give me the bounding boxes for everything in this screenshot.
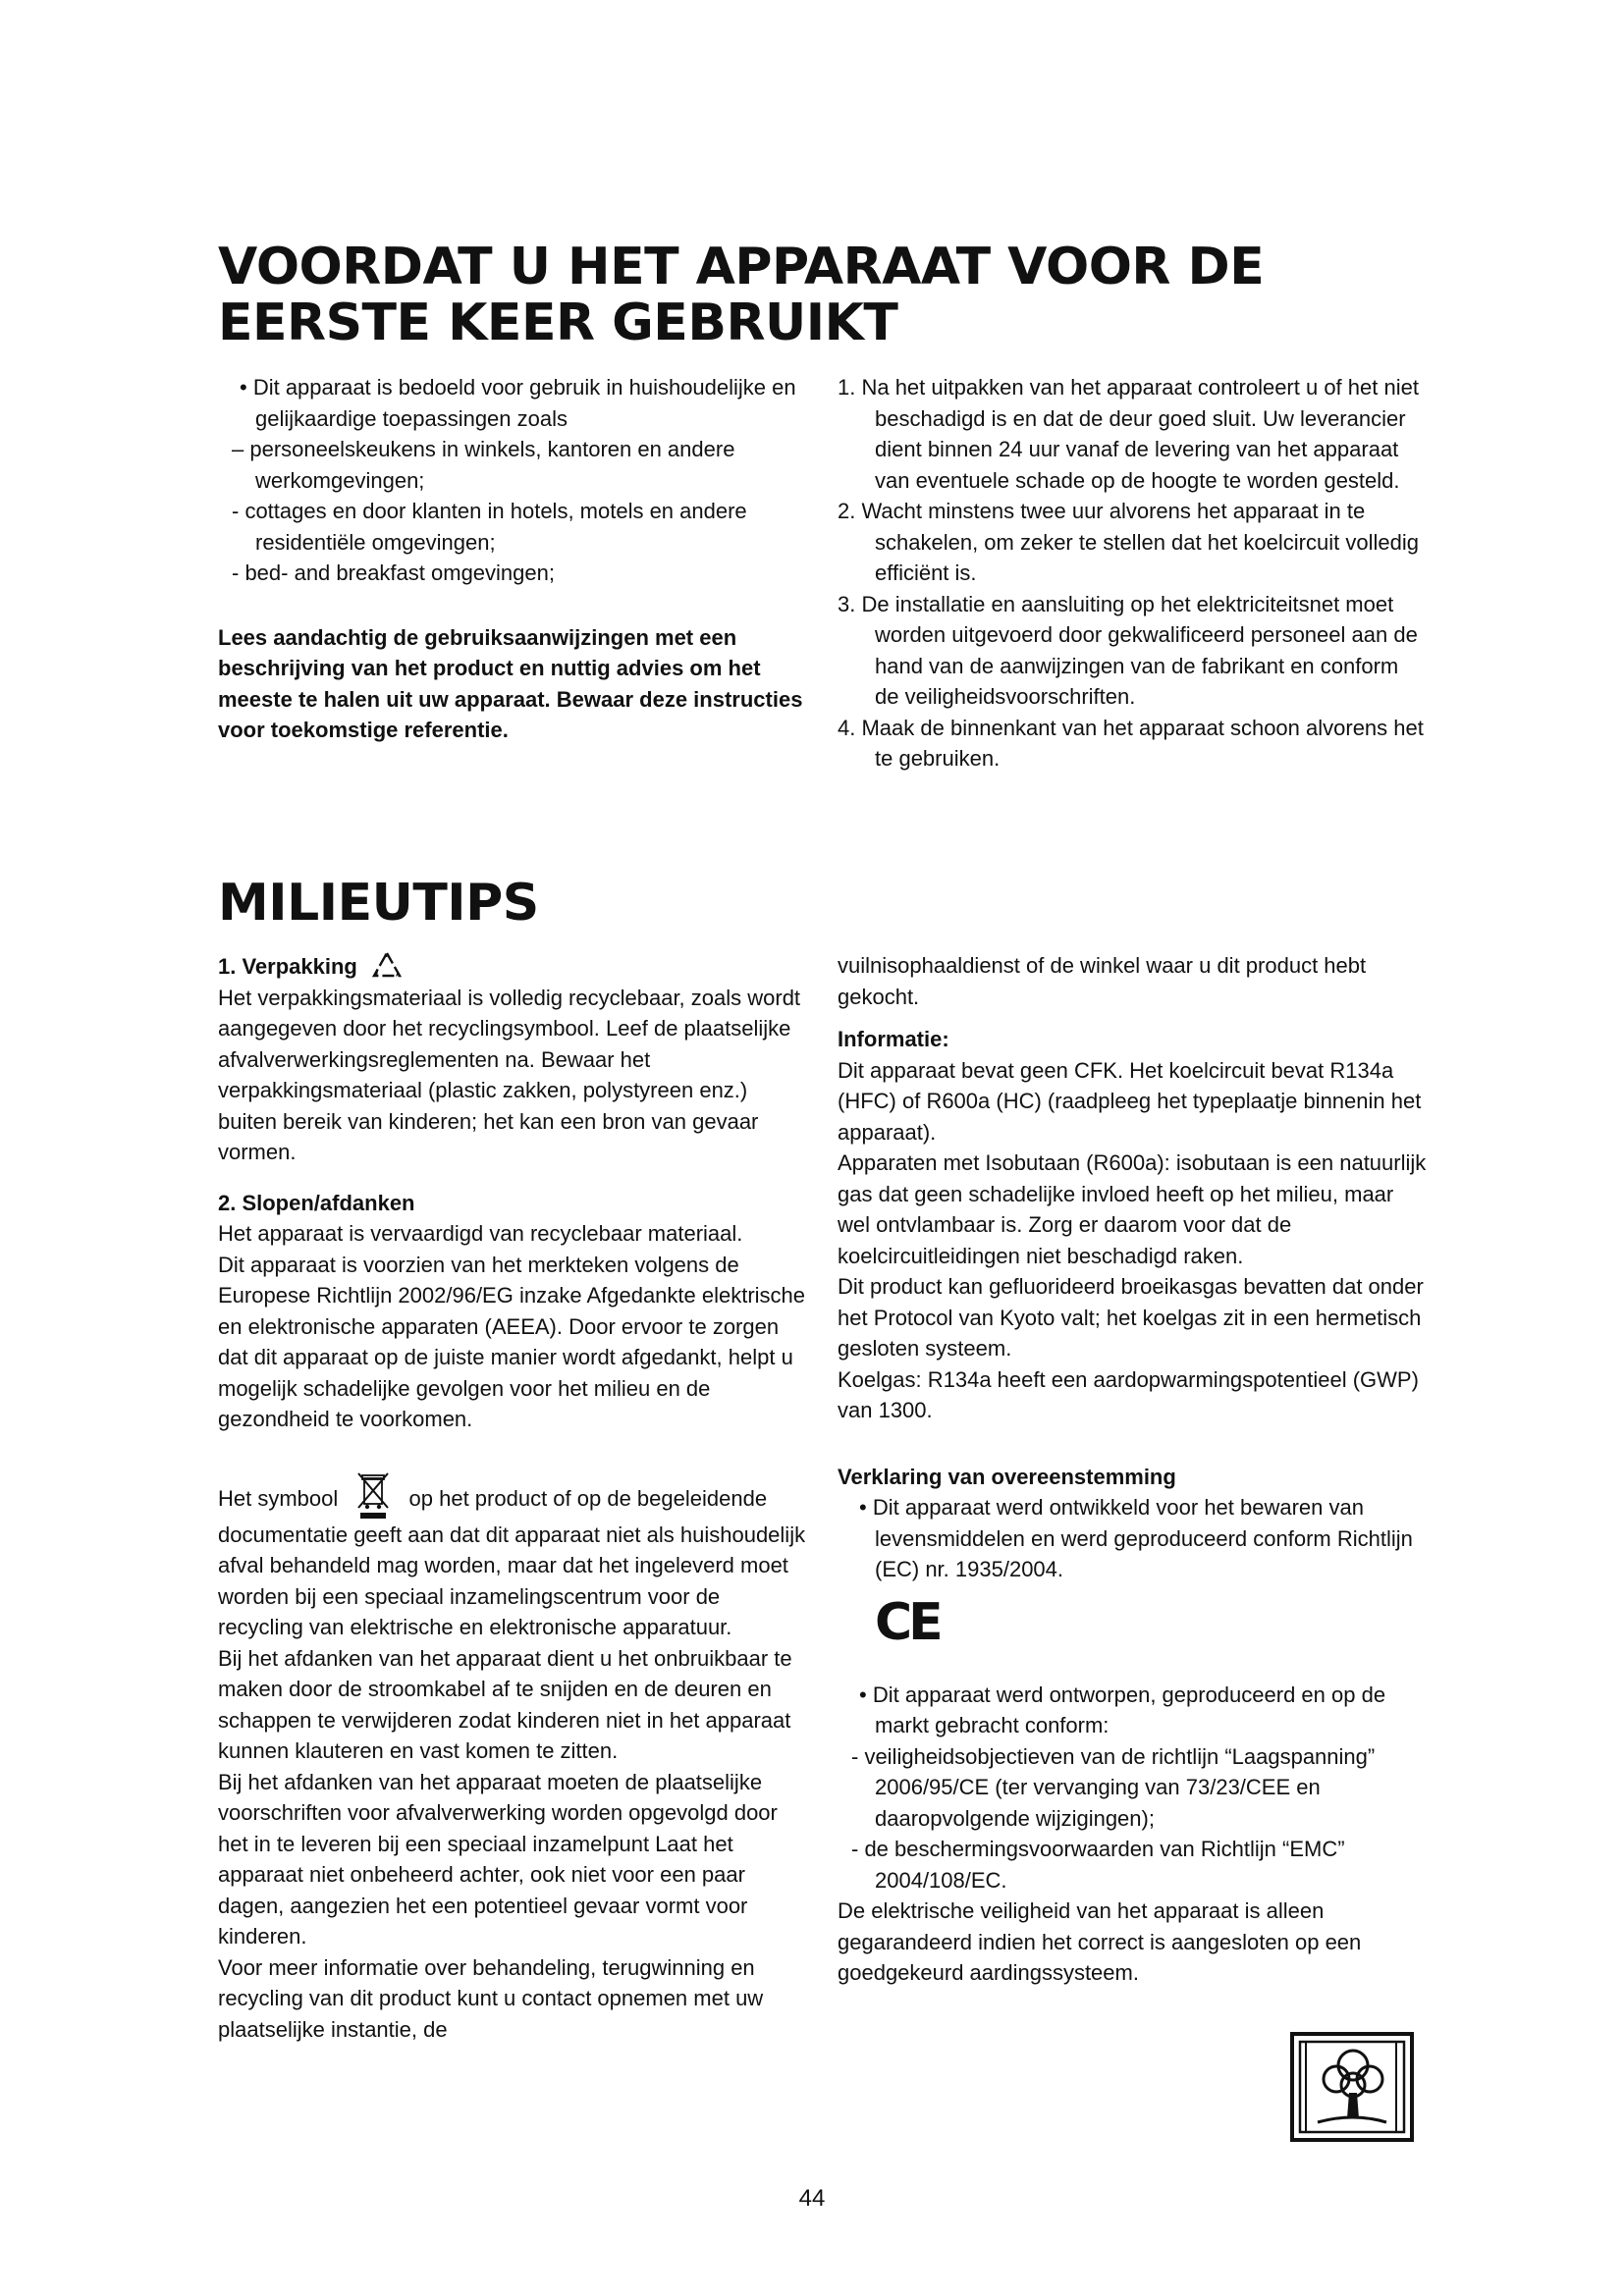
symbool-post: op het product of op de begeleidende documentatie geeft aan dat dit apparaat niet als huishoudelijk afval behandeld mag worden, maar dat het ingeleverd moet worden bij een speciaal inzamelingscentrum voor de recycling van elektrische en elektronische apparatuur.	[218, 1485, 806, 1639]
info-p1: Dit apparaat bevat geen CFK. Het koelcircuit bevat R134a (HFC) of R600a (HC) (raadpleeg het typeplaatje binnenin het apparaat).	[838, 1057, 1422, 1145]
intro-left-column	[218, 372, 807, 746]
intro-bold-notice: Lees aandachtig de gebruiksaanwijzingen met een beschrijving van het product en nuttig advies om het meeste te halen uit uw apparaat. Bewaar deze instructies voor toekomstige referentie.	[218, 624, 803, 742]
info-p2: Apparaten met Isobutaan (R600a): isobutaan is een natuurlijk gas dat geen schadelijke invloed heeft op het milieu, maar wel ontvlambaar is. Zorg er daarom voor dat de koelcircuitleidingen niet beschadigd raken.	[838, 1150, 1427, 1268]
afdanken-p2: Bij het afdanken van het apparaat moeten de plaatselijke voorschriften voor afvalverwerking worden opgevolgd door het in te leveren bij een speciaal inzamelpunt Laat het apparaat niet onbeheerd achter, ook niet voor een paar dagen, aangezien het een potentieel gevaar vormt voor kinderen.	[218, 1769, 778, 1949]
afdanken-p3: Voor meer informatie over behandeling, terugwinning en recycling van dit product kunt u contact opnemen met uw plaatselijke instantie, de	[218, 1954, 764, 2042]
info-p4: Koelgas: R134a heeft een aardopwarmingspotentieel (GWP) van 1300.	[838, 1366, 1419, 1422]
verklaring-p3: De elektrische veiligheid van het apparaat is alleen gegarandeerd indien het correct is aangesloten op een goedgekeurd aardingssysteem.	[838, 1898, 1362, 1985]
verklaring-p2: • Dit apparaat werd ontworpen, geproduceerd en op de markt gebracht conform:	[859, 1682, 1386, 1737]
symbool-pre: Het symbool	[218, 1485, 339, 1511]
right-continuation: vuilnisophaaldienst of de winkel waar u dit product hebt gekocht.	[838, 953, 1367, 1009]
intro-dash-1: – personeelskeukens in winkels, kantoren en andere werkomgevingen;	[232, 437, 735, 493]
symbool-paragraph	[218, 1470, 807, 1643]
step-3: 3. De installatie en aansluiting op het elektriciteitsnet moet worden uitgevoerd door gekwalificeerd personeel aan de hand van de aanwijzingen van de fabrikant en conform de veiligheidsvoorschriften.	[838, 591, 1418, 709]
intro-steps-list	[838, 372, 1427, 774]
step-4: 4. Maak de binnenkant van het apparaat schoon alvorens het te gebruiken.	[838, 715, 1424, 771]
verklaring-l2: - de beschermingsvoorwaarden van Richtlijn “EMC” 2004/108/EC.	[851, 1837, 1345, 1893]
ce-mark-icon	[838, 1591, 1427, 1660]
verklaring-l1: - veiligheidsobjectieven van de richtlijn “Laagspanning” 2006/95/CE (ter vervanging van 73/23/CEE en daaropvolgende wijzigingen);	[851, 1743, 1376, 1831]
page-number: 44	[798, 2185, 826, 2212]
milieu-left-column	[218, 950, 807, 2045]
verpakking-title: 1. Verpakking	[218, 954, 357, 979]
ce-mark-text: CE	[875, 1592, 940, 1652]
step-1: 1. Na het uitpakken van het apparaat controleert u of het niet beschadigd is en dat de deur goed sluit. Uw leverancier dient binnen 24 uur vanaf de levering van het apparaat van eventuele schade op de hoogte te worden gesteld.	[838, 375, 1419, 493]
intro-dash-3: - bed- and breakfast omgevingen;	[232, 561, 555, 585]
page-title: VOORDAT U HET APPARAAT VOOR DE EERSTE KEER GEBRUIKT	[218, 238, 1265, 352]
info-heading: Informatie:	[838, 1027, 949, 1051]
milieu-right-column	[838, 950, 1427, 1989]
step-2: 2. Wacht minstens twee uur alvorens het apparaat in te schakelen, om zeker te stellen dat het koelcircuit volledig efficiënt is.	[838, 499, 1419, 585]
slopen-p2: Dit apparaat is voorzien van het merkteken volgens de Europese Richtlijn 2002/96/EG inzake Afgedankte elektrische en elektronische apparaten (AEEA). Door ervoor te zorgen dat dit apparaat op de juiste manier wordt afgedankt, helpt u mogelijk schadelijke gevolgen voor het milieu en de gezondheid te voorkomen.	[218, 1252, 806, 1431]
slopen-heading: 2. Slopen/afdanken	[218, 1190, 415, 1215]
intro-bullet: • Dit apparaat is bedoeld voor gebruik in huishoudelijke en gelijkaardige toepassingen zoals	[240, 375, 796, 431]
recycle-icon	[369, 950, 405, 980]
verklaring-p1: • Dit apparaat werd ontwikkeld voor het bewaren van levensmiddelen en werd geproduceerd conform Richtlijn (EC) nr. 1935/2004.	[859, 1495, 1413, 1581]
slopen-p1: Het apparaat is vervaardigd van recyclebaar materiaal.	[218, 1221, 743, 1246]
info-p3: Dit product kan gefluorideerd broeikasgas bevatten dat onder het Protocol van Kyoto valt; het koelgas zit in een hermetisch gesloten systeem.	[838, 1274, 1424, 1361]
section-title-milieutips: MILIEUTIPS	[218, 874, 539, 933]
verpakking-text: Het verpakkingsmateriaal is volledig recyclebaar, zoals wordt aangegeven door het recyclingsymbool. Leef de plaatselijke afvalverwerkingsreglementen na. Bewaar het verpakkingsmateriaal (plastic zakken, polystyreen enz.) buiten bereik van kinderen; het kan een bron van gevaar vormen.	[218, 985, 801, 1164]
afdanken-p1: Bij het afdanken van het apparaat dient u het onbruikbaar te maken door de stroomkabel af te snijden en de deuren en schappen te verwijderen zodat kinderen niet in het apparaat kunnen klauteren en vast komen te zitten.	[218, 1645, 792, 1763]
intro-dash-2: - cottages en door klanten in hotels, motels en andere residentiële omgevingen;	[232, 499, 747, 555]
weee-bin-icon	[355, 1470, 391, 1520]
verpakking-heading	[218, 950, 807, 983]
verklaring-heading: Verklaring van overeenstemming	[838, 1464, 1176, 1489]
eco-tree-icon	[1288, 2028, 1418, 2146]
